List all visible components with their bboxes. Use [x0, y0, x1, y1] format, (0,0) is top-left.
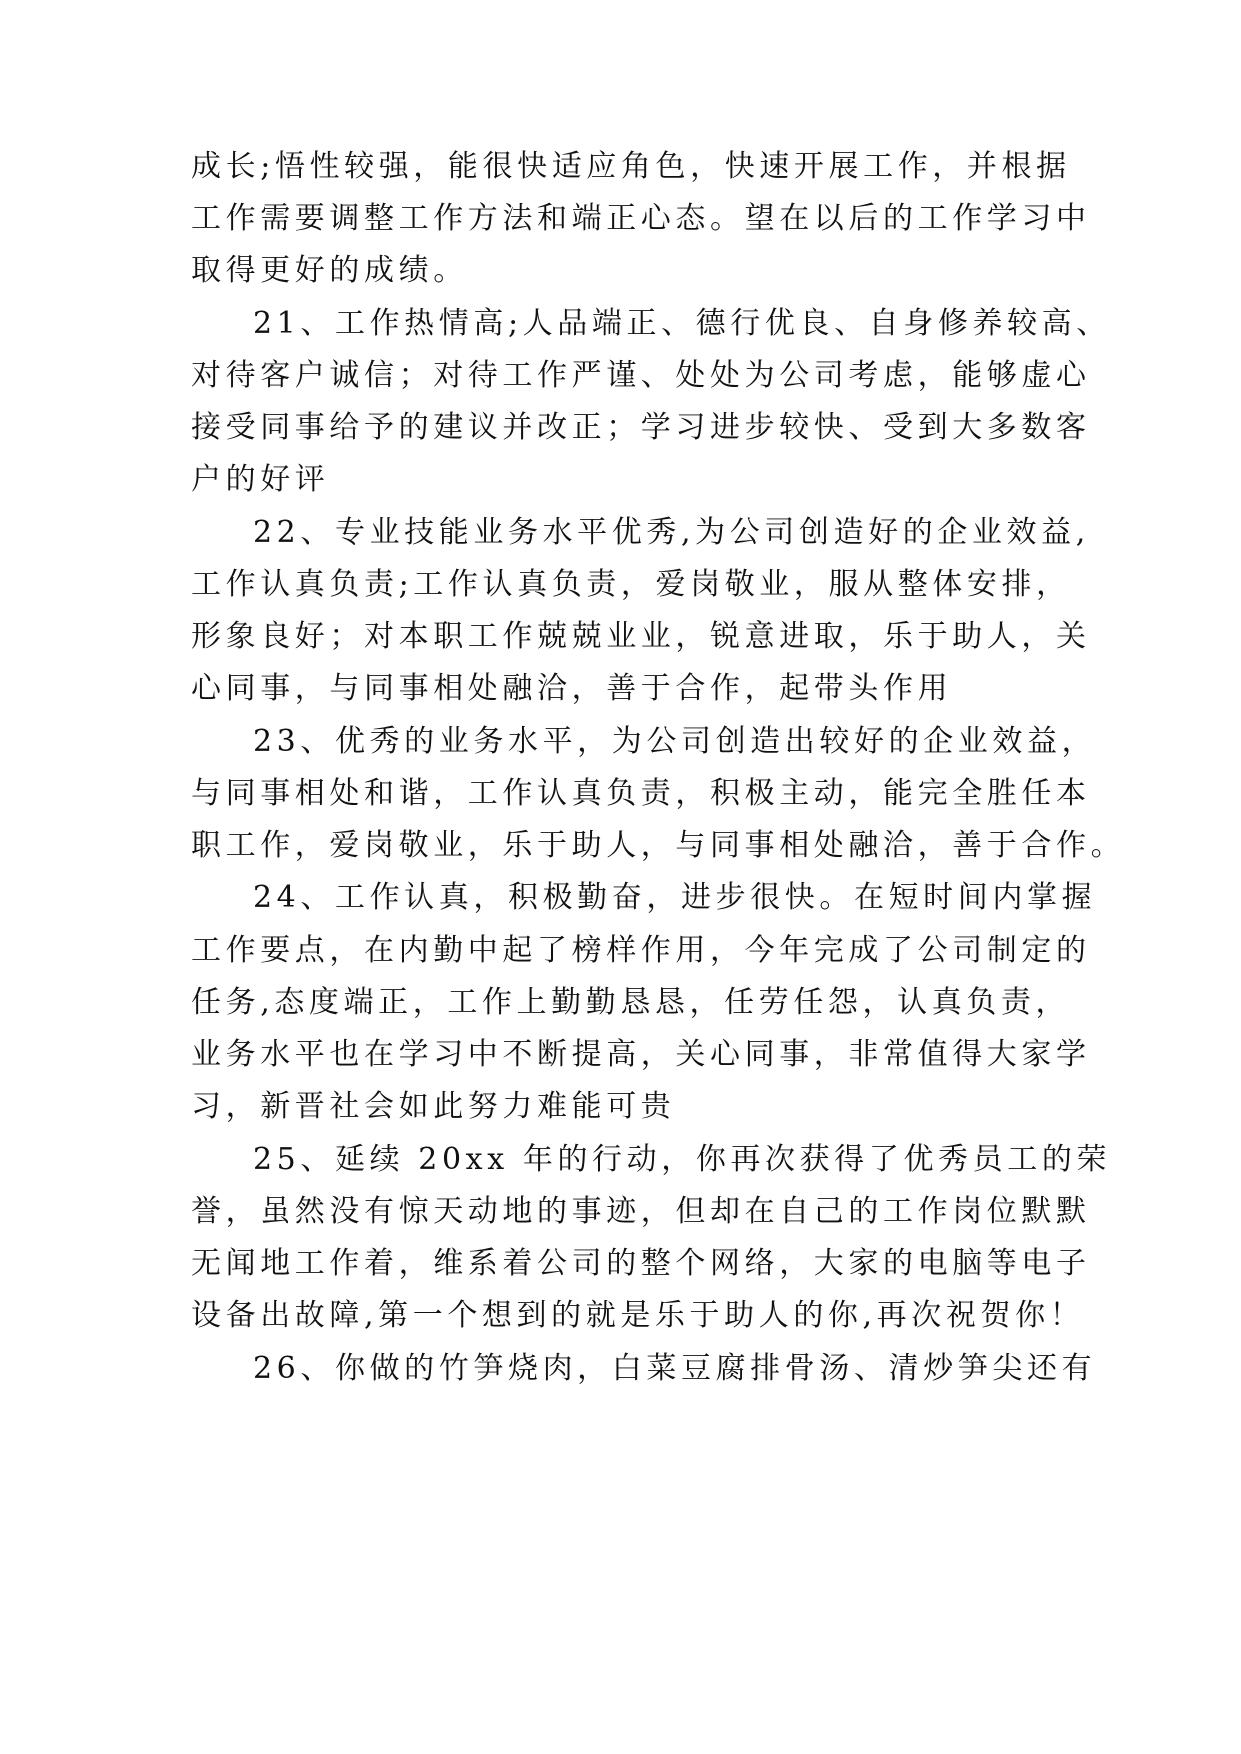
- text-line: 形象良好；对本职工作兢兢业业，锐意进取，乐于助人，关: [191, 619, 1091, 654]
- text-line: 工作需要调整工作方法和端正心态。望在以后的工作学习中: [191, 201, 1091, 236]
- text-line: 心同事，与同事相处融洽，善于合作，起带头作用: [191, 671, 953, 706]
- paragraph-first-line: 26、你做的竹笋烧肉，白菜豆腐排骨汤、清炒笋尖还有: [253, 1351, 1097, 1386]
- paragraph-first-line: 25、延续 20xx 年的行动，你再次获得了优秀员工的荣: [253, 1142, 1112, 1177]
- paragraph-first-line: 21、工作热情高;人品端正、德行优良、自身修养较高、: [253, 306, 1111, 341]
- text-line: 职工作，爱岗敬业，乐于助人，与同事相处融洽，善于合作。: [191, 828, 1126, 863]
- text-line: 工作认真负责;工作认真负责，爱岗敬业，服从整体安排，: [191, 567, 1071, 602]
- paragraph-first-line: 23、优秀的业务水平，为公司创造出较好的企业效益，: [253, 724, 1097, 759]
- paragraph-first-line: 24、工作认真，积极勤奋，进步很快。在短时间内掌握: [253, 880, 1097, 915]
- text-line: 户的好评: [191, 462, 330, 497]
- text-line: 成长;悟性较强，能很快适应角色，快速开展工作，并根据: [191, 149, 1071, 184]
- text-line: 与同事相处和谐，工作认真负责，积极主动，能完全胜任本: [191, 776, 1091, 811]
- text-line: 对待客户诚信；对待工作严谨、处处为公司考虑，能够虚心: [191, 358, 1091, 393]
- text-line: 接受同事给予的建议并改正；学习进步较快、受到大多数客: [191, 410, 1091, 445]
- text-line: 业务水平也在学习中不断提高，关心同事，非常值得大家学: [191, 1037, 1091, 1072]
- text-line: 任务,态度端正，工作上勤勤恳恳，任劳任怨，认真负责，: [191, 985, 1071, 1020]
- paragraph-first-line: 22、专业技能业务水平优秀,为公司创造好的企业效益,: [253, 515, 1090, 550]
- text-line: 设备出故障,第一个想到的就是乐于助人的你,再次祝贺你！: [191, 1298, 1085, 1333]
- text-line: 无闻地工作着，维系着公司的整个网络，大家的电脑等电子: [191, 1246, 1091, 1281]
- text-line: 习，新晋社会如此努力难能可贵: [191, 1089, 676, 1124]
- text-line: 工作要点，在内勤中起了榜样作用，今年完成了公司制定的: [191, 933, 1091, 968]
- text-line: 取得更好的成绩。: [191, 253, 468, 288]
- text-line: 誉，虽然没有惊天动地的事迹，但却在自己的工作岗位默默: [191, 1194, 1091, 1229]
